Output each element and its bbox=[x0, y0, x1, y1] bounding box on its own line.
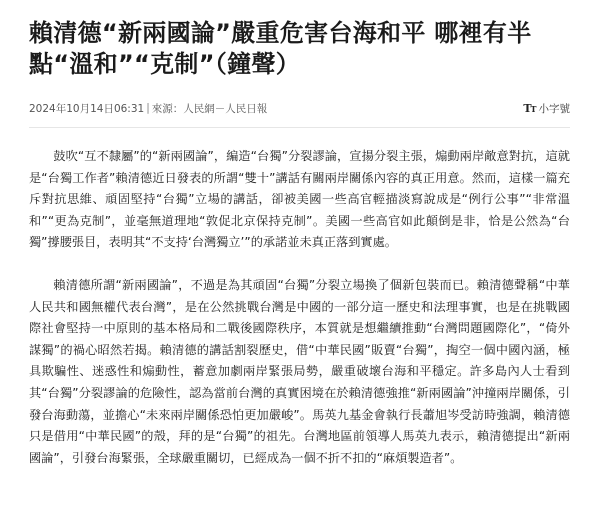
article-meta bbox=[29, 98, 570, 118]
font-size-toggle-label: 小字號 bbox=[538, 102, 570, 115]
font-size-icon: TT bbox=[523, 101, 536, 115]
font-size-toggle-button[interactable] bbox=[523, 101, 570, 116]
meta-separator: | bbox=[146, 102, 150, 114]
meta-divider bbox=[29, 127, 570, 128]
article-body bbox=[29, 146, 570, 469]
article-headline: 賴清德“新兩國論”嚴重危害台海和平 哪裡有半點“溫和”“克制”（鐘聲） bbox=[29, 19, 532, 78]
article-paragraph-1: 鼓吹“互不隸屬”的“新兩國論”，編造“台獨”分裂謬論，宣揚分裂主張，煽動兩岸敵意對抗，這就是“台獨工作者”賴清德近日發表的所謂“雙十”講話有關兩岸關係內容的真正用意。然而，這樣一篇充斥對抗思維、頑固堅持“台獨”立場的講話，卻被美國一些高官輕描淡寫說成是“例行公事”“非常溫和”“更為克制”，並毫無道理地“敦促北京保持克制”。美國一些高官如此顛倒是非，恰是公然為“台獨”撐腰張目，表明其“不支持‘台灣獨立’”的承諾並未真正落到實處。 bbox=[29, 149, 570, 250]
article-source: 來源：人民網－人民日報 bbox=[151, 102, 268, 115]
publish-date: 2024年10月14日06:31 bbox=[29, 102, 145, 115]
article-paragraph-2: 賴清德所謂“新兩國論”，不過是為其頑固“台獨”分裂立場換了個新包裝而已。賴清德聲稱“中華人民共和國無權代表台灣”，是在公然挑戰台灣是中國的一部分這一歷史和法理事實，也是在挑戰國際社會堅持一中原則的基本格局和二戰後國際秩序，本質就是想繼續推動“台灣問題國際化”，“倚外謀獨”的禍心昭然若揭。賴清德的講話割裂歷史，借“中華民國”販賣“台獨”，掏空一個中國內涵，極具欺騙性、迷惑性和煽動性，蓄意加劇兩岸緊張局勢，嚴重破壞台海和平穩定。許多島內人士看到其“台獨”分裂謬論的危險性，認為當前台灣的真實困境在於賴清德強推“新兩國論”沖撞兩岸關係，引發台海動蕩，並擔心“未來兩岸關係恐怕更加嚴峻”。馬英九基金會執行長蕭旭岑受訪時強調，賴清德只是借用“中華民國”的殼，拜的是“台獨”的祖先。台灣地區前領導人馬英九表示，賴清德提出“新兩國論”，引發台海緊張，全球嚴重關切，已經成為一個不折不扣的“麻煩製造者”。 bbox=[29, 277, 570, 465]
paragraph-spacer bbox=[29, 254, 570, 275]
meta-info bbox=[29, 101, 267, 116]
